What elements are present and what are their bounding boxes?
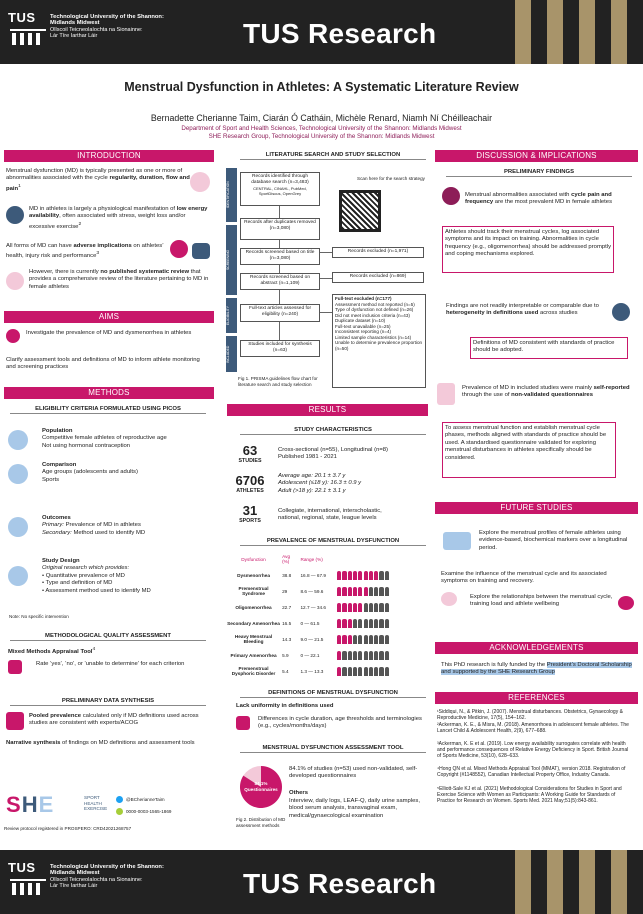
col-dysfunction: Dysfunction xyxy=(241,556,266,562)
methods-header: METHODS xyxy=(4,387,214,399)
prevalence-mark xyxy=(353,635,357,644)
dysfunction-avg: 22.7 xyxy=(282,604,292,610)
prevalence-mark xyxy=(385,587,389,596)
flow-label-screening: SCREENING xyxy=(226,225,237,295)
prevalence-mark xyxy=(385,571,389,580)
dysfunction-name: Heavy Menstrual Bleeding xyxy=(234,634,273,644)
tool-others-label: Others xyxy=(289,790,308,796)
flow-identified: Records identified through database search (n=3,483) CENTRAL, CINAHL, PubMed, SportDiscus, OpenGrey xyxy=(240,172,320,206)
dysfunction-range: 9.0 — 21.5 xyxy=(300,636,324,642)
reference-5: ⁵Elliott-Sale KJ et al. (2021) Methodological Considerations for Studies in Sport and Exercise Science with Women as Participants: A Working Guide for Standards of Practice for Research on Women. Sports Med. 2021 May;51(5):843-861. xyxy=(437,786,622,805)
prevalence-mark-filled xyxy=(337,635,341,644)
flow-label-included: INCLUDED xyxy=(226,336,237,372)
she-words: SPORT HEALTH EXERCISE xyxy=(84,795,108,812)
prevalence-icon-bar xyxy=(336,567,428,583)
prevalence-mark xyxy=(385,667,389,676)
twitter-handle[interactable]: @BCherianneTaim xyxy=(126,797,165,802)
prevalence-mark xyxy=(369,667,373,676)
stat-studies-label: STUDIES xyxy=(238,458,262,464)
mmat-text: Rate ‘yes’, ‘no’, or ‘unable to determine’ for each criterion xyxy=(36,661,185,667)
book-icon xyxy=(8,566,28,586)
pie-label: 84.1% Questionnaires xyxy=(244,781,278,792)
refs-header: REFERENCES xyxy=(435,692,638,704)
prevalence-mark xyxy=(385,603,389,612)
athlete-icon xyxy=(6,206,24,224)
prevalence-mark-filled xyxy=(348,619,352,628)
prevalence-icon-bar xyxy=(336,647,428,663)
intro-p1: Menstrual dysfunction (MD) is typically presented as one or more of abnormalities associated with the cycle regularity, duration, flow and pain$^1$ xyxy=(6,168,190,192)
tus-emblem-icon xyxy=(8,25,48,47)
flow-excluded-title: Records excluded (n=1,971) xyxy=(332,247,424,258)
prevalence-row xyxy=(226,631,428,647)
flow-fulltext: Full-text articles assessed for eligibility (n=240) xyxy=(240,304,320,322)
stat-sports-num: 31 xyxy=(242,503,258,518)
excl-item: Inconsistent reporting (n=4) xyxy=(335,329,392,334)
she-logo: SHE xyxy=(6,792,55,817)
aims-header: AIMS xyxy=(4,311,214,323)
prevalence-mark-filled xyxy=(353,587,357,596)
prevalence-mark xyxy=(385,619,389,628)
uterus-icon xyxy=(190,172,210,192)
prevalence-mark-filled xyxy=(342,619,346,628)
future-header: FUTURE STUDIES xyxy=(435,502,638,514)
bandage-icon xyxy=(192,243,210,259)
prevalence-mark-filled xyxy=(348,571,352,580)
synthesis-title: PRELIMINARY DATA SYNTHESIS xyxy=(10,698,206,706)
prevalence-mark-filled xyxy=(358,571,362,580)
prevalence-mark xyxy=(374,635,378,644)
pico-note: Note: No specific intervention xyxy=(9,614,69,619)
top-banner xyxy=(0,0,643,64)
dysfunction-name: Secondary Amenorrhea xyxy=(227,620,280,626)
heart-rate-icon xyxy=(618,596,634,610)
flow-title: Records screened based on title (n=3,080) xyxy=(240,248,320,265)
prevalence-mark xyxy=(379,571,383,580)
def-uniformity: Lack uniformity in definitions used xyxy=(236,703,334,709)
poster-title: Menstrual Dysfunction in Athletes: A Systematic Literature Review xyxy=(124,80,519,94)
aim-1: Investigate the prevalence of MD and dysmenorrhea in athletes xyxy=(26,330,192,336)
pico-title: ELIGIBILITY CRITERIA FORMULATED USING PICOS xyxy=(10,406,206,414)
reference-1: ¹Siddiqui, N., & Pitkin, J. (2007). Menstrual disturbances. Obstetrics, Gynaecology & Reproductive Medicine, 17(5), 154–162. xyxy=(437,709,623,722)
pf-title: PRELIMINARY FINDINGS xyxy=(446,169,632,177)
prevalence-mark xyxy=(358,635,362,644)
checker-pattern xyxy=(515,0,643,64)
dysfunction-avg: 14.3 xyxy=(282,636,292,642)
bottom-banner xyxy=(0,850,643,914)
col-range: Range (%) xyxy=(300,556,323,562)
prevalence-mark xyxy=(353,667,357,676)
prevalence-mark-filled xyxy=(337,603,341,612)
uterus-icon-2 xyxy=(441,592,457,606)
twitter-icon xyxy=(116,796,123,803)
dysfunction-avg: 5.4 xyxy=(282,668,289,674)
runner-icon xyxy=(8,430,28,450)
prevalence-row xyxy=(226,599,428,615)
prevalence-mark xyxy=(374,667,378,676)
finding-1-box: Athletes should track their menstrual cycles, log associated symptoms and its impact on training. Abnormalities in cycle frequency (e.g., oligomenorrhea) should be addressed promptly and coping mechanisms explored. xyxy=(442,226,614,273)
calendar-icon xyxy=(236,716,250,730)
finding-3: Prevalence of MD in included studies were mainly self-reported through the use of non-validated questionnaires xyxy=(462,385,630,399)
prevalence-mark xyxy=(374,651,378,660)
dysfunction-range: 8.6 — 59.6 xyxy=(300,588,324,594)
prevalence-mark xyxy=(379,635,383,644)
prevalence-mark-filled xyxy=(348,587,352,596)
prevalence-mark xyxy=(364,667,368,676)
prevalence-mark xyxy=(358,651,362,660)
dysfunction-range: 0 — 61.5 xyxy=(300,620,320,626)
qr-caption: Scan here for the search strategy xyxy=(357,176,425,181)
excl-item: Did not meet inclusion criteria (n=43) xyxy=(335,312,410,318)
prevalence-mark xyxy=(369,635,373,644)
finding-2-box: Definitions of MD consistent with standards of practice should be adopted. xyxy=(470,337,628,359)
stat-studies-detail: Cross-sectional (n=55), Longitudinal (n=8) Published 1981 - 2021 xyxy=(278,447,389,461)
future-2: Examine the influence of the menstrual cycle and its associated symptoms on training and recovery. xyxy=(441,571,607,585)
excl-item: Type of dysfunction not defined (n=26) xyxy=(335,307,414,312)
def-differences: Differences in cycle duration, age thresholds and terminologies (e.g., cycles/months/days) xyxy=(258,716,422,730)
reference-3: ³Ackerman, K. E et al. (2019). Low energy availability surrogates correlate with health and performance consequences of Relative Energy Deficiency in Sport. British Journal of Sports Medicine, 53(10), 628–633. xyxy=(437,741,629,760)
prevalence-mark xyxy=(364,619,368,628)
prevalence-mark-filled xyxy=(369,571,373,580)
mmat-label: Mixed Methods Appraisal Tool$^4$ xyxy=(8,647,96,655)
prevalence-mark xyxy=(342,667,346,676)
prevalence-row xyxy=(226,663,428,679)
prevalence-mark xyxy=(353,651,357,660)
authors: Bernadette Cherianne Taim, Ciarán Ó Catháin, Michèle Renard, Niamh Ní Chéilleachair xyxy=(150,113,493,123)
pico-comparison: Comparison Age groups (adolescents and adults) Sports xyxy=(42,462,138,483)
prev-title: PREVALENCE OF MENSTRUAL DYSFUNCTION xyxy=(240,538,426,546)
def-title: DEFINITIONS OF MENSTRUAL DYSFUNCTION xyxy=(240,690,426,698)
prevalence-mark xyxy=(369,603,373,612)
prevalence-mark xyxy=(374,619,378,628)
dysfunction-avg: 38.8 xyxy=(282,572,292,578)
prevalence-mark xyxy=(358,667,362,676)
synthesis-2: Narrative synthesis of findings on MD definitions and assessment tools xyxy=(6,740,195,746)
banner-title-bottom: TUS Research xyxy=(243,868,437,899)
prevalence-mark-filled xyxy=(348,603,352,612)
sc-title: STUDY CHARACTERISTICS xyxy=(240,427,426,435)
orcid-icon xyxy=(116,808,123,815)
dysfunction-name: Premenstrual Syndrome xyxy=(238,586,269,596)
banner-title: TUS Research xyxy=(243,18,437,49)
gear-icon xyxy=(612,303,630,321)
puzzle-icon xyxy=(6,712,24,730)
discussion-header: DISCUSSION & IMPLICATIONS xyxy=(435,150,638,162)
prevalence-mark xyxy=(374,603,378,612)
prevalence-row xyxy=(226,615,428,631)
prevalence-mark xyxy=(385,635,389,644)
prevalence-mark-filled xyxy=(342,587,346,596)
prevalence-mark xyxy=(379,587,383,596)
prevalence-table xyxy=(226,551,428,679)
mq-title: METHODOLOGICAL QUALITY ASSESSMENT xyxy=(10,633,206,641)
pico-outcomes: Outcomes Primary: Prevalence of MD in athletes Secondary: Method used to identify MD xyxy=(42,515,146,536)
prevalence-icon-bar xyxy=(336,663,428,679)
prevalence-mark xyxy=(348,667,352,676)
stat-athletes-label: ATHLETES xyxy=(236,488,264,494)
prevalence-mark xyxy=(364,603,368,612)
finding-2: Findings are not readily interpretable or comparable due to heterogeneity in definitions used across studies xyxy=(446,303,599,317)
prevalence-row xyxy=(226,583,428,599)
stat-studies-num: 63 xyxy=(242,443,258,458)
tool-others: Interview, daily logs, LEAF-Q, daily urine samples, blood serum analysis, transvaginal exam, medical/gynaecological examination xyxy=(289,798,420,819)
fig2-caption: Fig 2. Distribution of MD assessment methods xyxy=(236,817,286,828)
checker-pattern-bottom xyxy=(515,850,643,914)
search-title: LITERATURE SEARCH AND STUDY SELECTION xyxy=(240,152,426,160)
intro-p2: MD in athletes is largely a physiological manifestation of low energy availability, often associated with stress, weight loss and/or excessive exercise$^2$ xyxy=(29,206,208,230)
institution-name: Technological University of the Shannon: Midlands Midwest Ollscoil Teicneolaíochta na Sionainne: Lár Tíre Iarthar Láir xyxy=(50,14,164,39)
fig1-caption: Fig 1. PRISMA guidelines flow chart for literature search and study selection xyxy=(238,376,318,387)
prevalence-mark-filled xyxy=(364,587,368,596)
dysfunction-range: 0 — 22.1 xyxy=(300,652,320,658)
prevalence-mark xyxy=(348,651,352,660)
prevalence-mark-filled xyxy=(337,667,341,676)
dysfunction-avg: 29 xyxy=(282,588,288,594)
future-3: Explore the relationships between the menstrual cycle, training load and athlete wellbeing xyxy=(470,594,613,608)
intro-header: INTRODUCTION xyxy=(4,150,214,162)
prevalence-mark xyxy=(379,667,383,676)
prevalence-mark xyxy=(379,651,383,660)
reference-4: ⁴Hong QN et al. Mixed Methods Appraisal Tool (MMAT), version 2018. Registration of Copyright (#1148552), Canadian Intellectual Property Office, Industry Canada. xyxy=(437,766,626,779)
heart-icon xyxy=(170,240,188,258)
dysfunction-name: Dysmenorrhea xyxy=(237,572,270,578)
dysfunction-range: 1.3 — 13.3 xyxy=(300,668,324,674)
excl-item: Limited sample characteristics (n=14) xyxy=(335,334,412,340)
stat-athletes-detail: Average age: 20.1 ± 3.7 y Adolescent (≤18 y): 16.3 ± 0.9 y Adult (>18 y): 22.1 ± 3.1 y xyxy=(278,473,362,494)
prevalence-icon-bar xyxy=(336,599,428,615)
prospero-note: Review protocol registered in PROSPERO: CRD42021268757 xyxy=(4,826,132,831)
books-icon xyxy=(6,272,24,290)
dysfunction-name: Premenstrual Dysphoric Disorder xyxy=(231,666,276,676)
prevalence-mark xyxy=(385,651,389,660)
dysfunction-range: 16.8 — 67.9 xyxy=(300,572,326,578)
pico-study-design: Study Design Original research which provides: • Quantitative prevalence of MD • Type and definition of MD • Assessment method used to identify MD xyxy=(42,558,151,594)
stat-sports-label: SPORTS xyxy=(239,518,261,524)
tus-logo-bottom: TUS xyxy=(8,860,54,904)
prevalence-mark xyxy=(364,651,368,660)
prevalence-mark-filled xyxy=(342,603,346,612)
flow-included: Studies included for synthesis (n=63) xyxy=(240,340,320,357)
dysfunction-avg: 16.5 xyxy=(282,620,292,626)
flow-excluded-abstract: Records excluded (n=869) xyxy=(332,272,424,283)
qr-code[interactable] xyxy=(339,190,381,232)
prevalence-mark-filled xyxy=(342,635,346,644)
prevalence-mark-filled xyxy=(337,619,341,628)
prevalence-row xyxy=(226,567,428,583)
ack-text: This PhD research is fully funded by the President’s Doctoral Scholarship and supported by the SHE Research Group xyxy=(441,662,632,676)
aim-2: Clarify assessment tools and definitions of MD to inform athlete monitoring and screening practices xyxy=(6,357,200,371)
flow-label-identification: IDENTIFICATION xyxy=(226,168,237,222)
prevalence-mark xyxy=(342,651,346,660)
flow-label-eligibility: ELIGIBILITY xyxy=(226,298,237,333)
stat-athletes-num: 6706 xyxy=(235,473,265,488)
stat-sports-detail: Collegiate, international, interscholastic, national, regional, state, league levels xyxy=(278,508,382,522)
prevalence-mark xyxy=(369,587,373,596)
pico-population: Population Competitive female athletes of reproductive age Not using hormonal contraception xyxy=(42,428,167,449)
target-icon xyxy=(6,329,20,343)
prevalence-icon-bar xyxy=(336,583,428,599)
affiliations: Department of Sport and Health Sciences, Technological University of the Shannon: Midlands Midwest SHE Research Group, Technological University of the Shannon: Midlands Midwest xyxy=(181,125,462,140)
excl-item: Unable to determine prevalence proportion (n=50) xyxy=(335,340,423,351)
prevalence-mark xyxy=(374,587,378,596)
questionnaire-icon xyxy=(437,383,455,405)
test-tubes-icon xyxy=(443,532,471,550)
prevalence-mark-filled xyxy=(337,587,341,596)
dysfunction-name: Primary Amenorrhea xyxy=(230,652,277,658)
intro-p3: All forms of MD can have adverse implications on athletes’ health, injury risk and performance$^3$ xyxy=(6,243,164,260)
flow-abstract: Records screened based on abstract (n=1,109) xyxy=(240,273,320,290)
prevalence-mark-filled xyxy=(342,571,346,580)
checklist-icon xyxy=(8,660,22,674)
institution-name-bottom: Technological University of the Shannon: Midlands Midwest Ollscoil Teicneolaíochta na Sionainne: Lár Tíre Iarthar Láir xyxy=(50,864,164,889)
orcid-id[interactable]: 0000-0003-1565-1869 xyxy=(126,809,172,814)
finding-1: Menstrual abnormalities associated with cycle pain and frequency are the most prevalent MD in female athletes xyxy=(465,192,613,206)
future-1: Explore the menstrual profiles of female athletes using evidence-based, biochemical markers over a longitudinal period. xyxy=(479,530,628,551)
scales-icon xyxy=(8,464,28,484)
intro-p4: However, there is currently no published systematic review that provides a comprehensive review of the literature pertaining to MD in female athletes xyxy=(29,269,209,290)
ack-header: ACKNOWLEDGEMENTS xyxy=(435,642,638,654)
prevalence-mark xyxy=(379,619,383,628)
clipboard-icon xyxy=(8,517,28,537)
prevalence-icon-bar xyxy=(336,631,428,647)
prevalence-mark xyxy=(358,619,362,628)
tus-logo: TUS xyxy=(8,10,54,54)
reference-2: ²Ackerman, K. E., & Misra, M. (2018). Amenorrhoea in adolescent female athletes. The Lancet Child & Adolescent Health, 2(9), 677–688. xyxy=(437,722,629,735)
col-avg: Avg (%) xyxy=(282,554,291,564)
prevalence-mark-filled xyxy=(337,571,341,580)
prevalence-mark-filled xyxy=(348,635,352,644)
prevalence-mark-filled xyxy=(353,571,357,580)
tool-questionnaires: 84.1% of studies (n=53) used non-validated, self-developed questionnaires xyxy=(289,766,418,780)
prevalence-mark xyxy=(353,619,357,628)
finding-3-box: To assess menstrual function and establish menstrual cycle phases, methods aligned with standards of practice should be used. A standardised questionnaire validated for exploring menstrual disturbances in athletes specifically should be considered. xyxy=(442,422,616,478)
prevalence-mark-filled xyxy=(358,587,362,596)
prevalence-mark xyxy=(379,603,383,612)
excl-item: Assessment method not reported (n=5) xyxy=(335,301,415,307)
dysmenorrhea-icon xyxy=(442,187,460,205)
prevalence-mark-filled xyxy=(364,571,368,580)
dysfunction-range: 12.7 — 34.6 xyxy=(300,604,326,610)
prevalence-mark xyxy=(364,635,368,644)
results-header: RESULTS xyxy=(227,404,428,416)
prevalence-mark-filled xyxy=(337,651,341,660)
flow-fulltext-excluded: Full-text excluded (n=177) Assessment method not reported (n=5) Type of dysfunction not defined (n=26) Did not meet inclusion criteria (n=43) Duplicate dataset (n=10) Full-text unavailable (n=25) Inconsistent reporting (n=4) Limited sample characteristics (n=14) Unable to determine prevalence proportion (n=50) xyxy=(332,294,426,388)
flow-duplicates: Records after duplicates removed (n=3,080) xyxy=(240,218,320,240)
excl-item: Full-text unavailable (n=25) xyxy=(335,323,391,329)
tus-emblem-icon xyxy=(8,875,48,897)
prevalence-row xyxy=(226,647,428,663)
prevalence-mark xyxy=(369,619,373,628)
prevalence-mark-filled xyxy=(358,603,362,612)
dysfunction-avg: 5.9 xyxy=(282,652,289,658)
prevalence-mark xyxy=(369,651,373,660)
prevalence-mark-filled xyxy=(353,603,357,612)
prevalence-icon-bar xyxy=(336,615,428,631)
prevalence-mark-filled xyxy=(374,571,378,580)
synthesis-1: Pooled prevalence calculated only if MD definitions used across studies are consistent with experts/ACOG xyxy=(29,713,199,727)
tool-title: MENSTRUAL DYSFUNCTION ASSESSMENT TOOL xyxy=(240,745,426,753)
excl-item: Duplicate dataset (n=10) xyxy=(335,318,386,323)
dysfunction-name: Oligomenorrhea xyxy=(235,604,272,610)
